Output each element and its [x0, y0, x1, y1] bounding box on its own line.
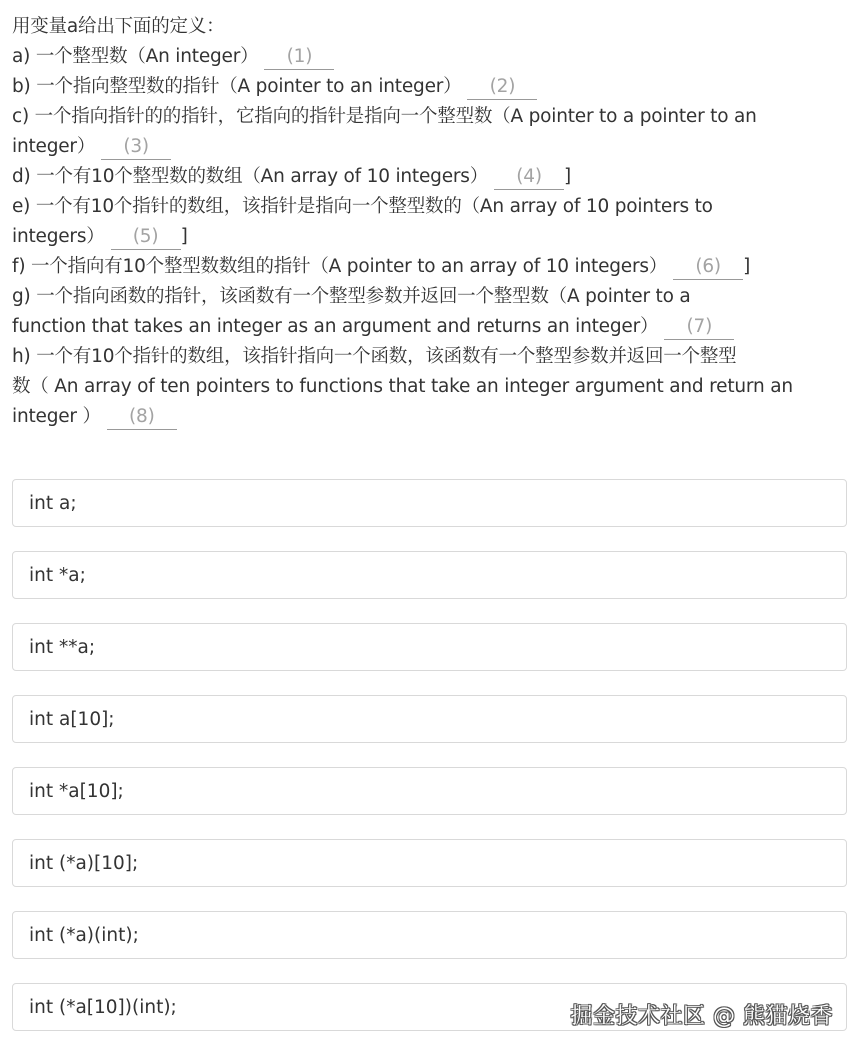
answer-field-8[interactable]: int (*a[10])(int);	[12, 983, 847, 1031]
answer-field-3[interactable]: int **a;	[12, 623, 847, 671]
question-line-g	[12, 282, 848, 312]
question-line-h-cont	[12, 372, 848, 402]
blank-4: (4)	[494, 165, 564, 190]
question-line-c-cont	[12, 132, 848, 162]
line-text: b) 一个指向整型数的指针（A pointer to an integer）	[12, 76, 462, 97]
question-line-b	[12, 72, 848, 102]
question-line-e-cont	[12, 222, 848, 252]
line-text: g) 一个指向函数的指针，该函数有一个整型参数并返回一个整型数（A pointer to a	[12, 286, 691, 307]
closing-bracket: ]	[743, 256, 751, 277]
question-line-e	[12, 192, 848, 222]
closing-bracket: ]	[180, 226, 188, 247]
answer-field-7[interactable]: int (*a)(int);	[12, 911, 847, 959]
watermark: 掘金技术社区 @ 熊猫烧香	[570, 1004, 833, 1029]
answer-field-6[interactable]: int (*a)[10];	[12, 839, 847, 887]
blank-1: (1)	[264, 45, 334, 70]
question-line-a	[12, 42, 848, 72]
line-text: 数（ An array of ten pointers to functions that take an integer argument and return an	[12, 376, 793, 397]
line-text: h) 一个有10个指针的数组，该指针指向一个函数，该函数有一个整型参数并返回一个整型	[12, 346, 737, 367]
closing-bracket: ]	[564, 166, 572, 187]
line-text: integers）	[12, 226, 105, 247]
line-text: d) 一个有10个整型数的数组（An array of 10 integers）	[12, 166, 489, 187]
line-text: function that takes an integer as an argument and returns an integer）	[12, 316, 659, 337]
question-line-f	[12, 252, 848, 282]
question-line-h	[12, 342, 848, 372]
question-line-d	[12, 162, 848, 192]
question-line-c	[12, 102, 848, 132]
line-text: a) 一个整型数（An integer）	[12, 46, 259, 67]
answer-field-2[interactable]: int *a;	[12, 551, 847, 599]
blank-3: (3)	[101, 135, 171, 160]
answer-field-1[interactable]: int a;	[12, 479, 847, 527]
question-line-h-end	[12, 402, 848, 432]
blank-2: (2)	[467, 75, 537, 100]
question-line-g-cont	[12, 312, 848, 342]
blank-5: (5)	[111, 225, 181, 250]
question-intro: 用变量a给出下面的定义：	[12, 16, 225, 37]
answer-list	[12, 479, 847, 1055]
answer-field-5[interactable]: int *a[10];	[12, 767, 847, 815]
blank-8: (8)	[107, 405, 177, 430]
line-text: c) 一个指向指针的的指针，它指向的指针是指向一个整型数（A pointer to a pointer to an	[12, 106, 757, 127]
line-text: integer）	[12, 136, 96, 157]
line-text: f) 一个指向有10个整型数数组的指针（A pointer to an array of 10 integers）	[12, 256, 668, 277]
line-text: e) 一个有10个指针的数组，该指针是指向一个整型数的（An array of 10 pointers to	[12, 196, 713, 217]
answer-field-4[interactable]: int a[10];	[12, 695, 847, 743]
blank-7: (7)	[664, 315, 734, 340]
question-text	[12, 12, 848, 432]
line-text: integer ）	[12, 406, 101, 427]
blank-6: (6)	[673, 255, 743, 280]
